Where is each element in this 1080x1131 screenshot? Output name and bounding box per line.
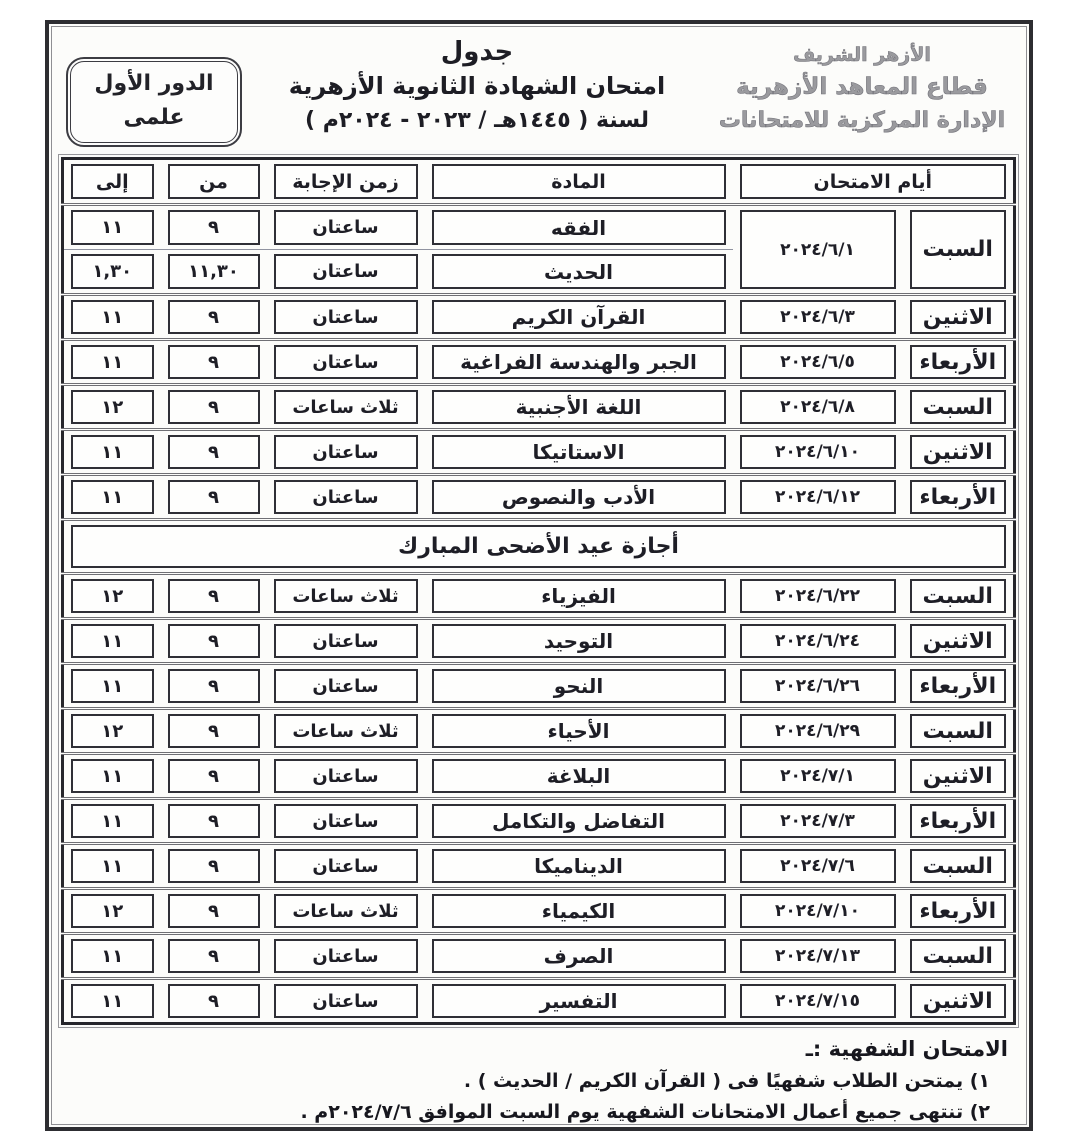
stage-track-label: علمى	[123, 105, 185, 131]
exam-date: ٢٠٢٤/٧/٣	[740, 804, 896, 838]
table-cell	[733, 385, 903, 430]
table-cell	[267, 430, 425, 475]
exam-subject: الفقه	[432, 210, 726, 245]
answer-duration: ثلاث ساعات	[274, 390, 418, 424]
table-cell	[267, 889, 425, 934]
exam-day: الأربعاء	[910, 804, 1007, 838]
table-cell	[733, 295, 903, 340]
title-word: جدول	[440, 37, 514, 67]
table-cell	[903, 385, 1015, 430]
table-cell	[425, 475, 733, 520]
table-cell	[63, 844, 161, 889]
table-cell	[425, 385, 733, 430]
table-cell	[267, 754, 425, 799]
table-row	[63, 619, 1015, 664]
table-cell	[161, 664, 267, 709]
table-cell	[63, 799, 161, 844]
exam-subject: اللغة الأجنبية	[432, 390, 726, 424]
table-cell	[161, 159, 267, 205]
exam-subject: الأحياء	[432, 714, 726, 748]
org-administration: الإدارة المركزية للامتحانات	[718, 108, 1006, 133]
exam-day: السبت	[910, 849, 1007, 883]
table-cell	[425, 159, 733, 205]
oral-exam-note-2: ٢) تنتهى جميع أعمال الامتحانات الشفهية يوم السبت الموافق ٢٠٢٤/٧/٦م .	[300, 1101, 990, 1123]
answer-duration: ساعتان	[274, 939, 418, 973]
document-inner-frame	[51, 26, 1027, 1125]
table-row	[63, 709, 1015, 754]
table-cell	[733, 664, 903, 709]
exam-subject: الديناميكا	[432, 849, 726, 883]
exam-date: ٢٠٢٤/٦/٣	[740, 300, 896, 334]
table-cell	[267, 250, 425, 295]
start-time: ٩	[168, 300, 260, 334]
answer-duration: ساعتان	[274, 669, 418, 703]
exam-date: ٢٠٢٤/٦/٢٩	[740, 714, 896, 748]
header-to: إلى	[71, 164, 154, 199]
table-cell	[425, 709, 733, 754]
end-time: ١١	[71, 804, 154, 838]
exam-subject: التفسير	[432, 984, 726, 1018]
exam-subject: الأدب والنصوص	[432, 480, 726, 514]
exam-date: ٢٠٢٤/٦/٨	[740, 390, 896, 424]
table-cell	[63, 385, 161, 430]
exam-date: ٢٠٢٤/٦/٢٦	[740, 669, 896, 703]
stage-stamp-box	[66, 57, 242, 147]
answer-duration: ساعتان	[274, 435, 418, 469]
table-cell	[733, 889, 903, 934]
exam-date: ٢٠٢٤/٧/١	[740, 759, 896, 793]
document-title	[242, 35, 712, 133]
table-cell	[161, 340, 267, 385]
table-cell	[63, 520, 1015, 574]
answer-duration: ساعتان	[274, 345, 418, 379]
exam-subject: البلاغة	[432, 759, 726, 793]
table-row	[63, 979, 1015, 1024]
table-row	[63, 295, 1015, 340]
end-time: ١١	[71, 984, 154, 1018]
end-time: ١١	[71, 480, 154, 514]
table-cell	[903, 799, 1015, 844]
exam-date: ٢٠٢٤/٦/١	[740, 210, 896, 289]
exam-subject: الحديث	[432, 254, 726, 289]
table-cell	[267, 709, 425, 754]
table-cell	[267, 844, 425, 889]
table-cell	[161, 250, 267, 295]
exam-date: ٢٠٢٤/٦/٢٢	[740, 579, 896, 613]
start-time: ٩	[168, 894, 260, 928]
table-cell	[63, 889, 161, 934]
end-time: ١٢	[71, 579, 154, 613]
exam-date: ٢٠٢٤/٦/١٠	[740, 435, 896, 469]
exam-date: ٢٠٢٤/٧/٦	[740, 849, 896, 883]
table-cell	[903, 709, 1015, 754]
exam-day: السبت	[910, 714, 1007, 748]
end-time: ١١	[71, 849, 154, 883]
end-time: ١١	[71, 759, 154, 793]
exam-date: ٢٠٢٤/٦/٢٤	[740, 624, 896, 658]
table-cell	[425, 754, 733, 799]
table-cell	[63, 340, 161, 385]
table-cell	[63, 430, 161, 475]
start-time: ٩	[168, 579, 260, 613]
answer-duration: ثلاث ساعات	[274, 714, 418, 748]
stage-stamp-inner	[70, 61, 238, 143]
table-row	[63, 205, 1015, 250]
document-header	[62, 35, 1016, 157]
table-cell	[425, 934, 733, 979]
org-name: الأزهر الشريف	[793, 44, 931, 66]
header-from: من	[168, 164, 260, 199]
start-time: ٩	[168, 435, 260, 469]
table-cell	[733, 475, 903, 520]
table-cell	[733, 205, 903, 295]
answer-duration: ثلاث ساعات	[274, 579, 418, 613]
table-cell	[63, 709, 161, 754]
table-cell	[63, 754, 161, 799]
table-cell	[903, 430, 1015, 475]
table-cell	[733, 754, 903, 799]
organization-letterhead	[712, 35, 1012, 137]
org-sector: قطاع المعاهد الأزهرية	[736, 73, 988, 100]
table-cell	[903, 619, 1015, 664]
exam-day: الأربعاء	[910, 345, 1007, 379]
table-cell	[267, 205, 425, 250]
table-cell	[733, 799, 903, 844]
table-cell	[267, 295, 425, 340]
table-cell	[161, 889, 267, 934]
oral-exam-heading: الامتحان الشفهية :ـ	[805, 1037, 1008, 1061]
table-cell	[161, 295, 267, 340]
table-cell	[425, 844, 733, 889]
answer-duration: ساعتان	[274, 624, 418, 658]
table-row	[63, 754, 1015, 799]
table-cell	[733, 619, 903, 664]
table-row	[63, 385, 1015, 430]
table-cell	[161, 385, 267, 430]
end-time: ١٢	[71, 894, 154, 928]
table-row	[63, 844, 1015, 889]
exam-day: الاثنين	[910, 624, 1007, 658]
table-cell	[161, 844, 267, 889]
answer-duration: ساعتان	[274, 300, 418, 334]
exam-schedule-table	[61, 157, 1016, 1025]
table-row	[63, 889, 1015, 934]
end-time: ١١	[71, 435, 154, 469]
table-cell	[63, 934, 161, 979]
table-cell	[267, 664, 425, 709]
table-cell	[425, 295, 733, 340]
exam-day: الاثنين	[910, 435, 1007, 469]
exam-date: ٢٠٢٤/٧/١٠	[740, 894, 896, 928]
exam-day: الأربعاء	[910, 894, 1007, 928]
exam-date: ٢٠٢٤/٧/١٥	[740, 984, 896, 1018]
table-cell	[267, 619, 425, 664]
table-cell	[425, 574, 733, 619]
start-time: ٩	[168, 939, 260, 973]
table-cell	[425, 205, 733, 250]
table-cell	[63, 205, 161, 250]
start-time: ٩	[168, 624, 260, 658]
table-cell	[161, 709, 267, 754]
exam-day: الأربعاء	[910, 480, 1007, 514]
oral-exam-note-1: ١) يمتحن الطلاب شفهيًا فى ( القرآن الكريم / الحديث ) .	[463, 1070, 990, 1092]
table-cell	[733, 430, 903, 475]
table-row	[63, 664, 1015, 709]
table-cell	[267, 799, 425, 844]
table-row	[63, 340, 1015, 385]
exam-subject: النحو	[432, 669, 726, 703]
end-time: ١٢	[71, 390, 154, 424]
table-cell	[903, 979, 1015, 1024]
start-time: ٩	[168, 390, 260, 424]
table-cell	[161, 619, 267, 664]
exam-subject: الكيمياء	[432, 894, 726, 928]
table-cell	[161, 934, 267, 979]
exam-day: السبت	[910, 579, 1007, 613]
answer-duration: ساعتان	[274, 210, 418, 245]
table-cell	[903, 934, 1015, 979]
exam-day: السبت	[910, 210, 1007, 289]
holiday-banner: أجازة عيد الأضحى المبارك	[71, 525, 1006, 568]
start-time: ٩	[168, 759, 260, 793]
exam-day: السبت	[910, 390, 1007, 424]
exam-day: الاثنين	[910, 300, 1007, 334]
table-header-row	[63, 159, 1015, 205]
table-cell	[161, 574, 267, 619]
table-cell	[903, 340, 1015, 385]
document-sheet	[45, 20, 1033, 1131]
oral-exam-notes	[62, 1025, 1016, 1123]
answer-duration: ساعتان	[274, 984, 418, 1018]
table-row	[63, 574, 1015, 619]
table-cell	[903, 295, 1015, 340]
end-time: ١١	[71, 210, 154, 245]
table-cell	[733, 844, 903, 889]
table-cell	[63, 295, 161, 340]
header-subject: المادة	[432, 164, 726, 199]
table-cell	[161, 799, 267, 844]
table-cell	[425, 619, 733, 664]
answer-duration: ساعتان	[274, 254, 418, 289]
exam-subject: الجبر والهندسة الفراغية	[432, 345, 726, 379]
end-time: ١,٣٠	[71, 254, 154, 289]
table-cell	[903, 664, 1015, 709]
table-cell	[63, 979, 161, 1024]
holiday-row	[63, 520, 1015, 574]
end-time: ١١	[71, 345, 154, 379]
answer-duration: ساعتان	[274, 804, 418, 838]
table-cell	[425, 430, 733, 475]
exam-day: الاثنين	[910, 984, 1007, 1018]
end-time: ١١	[71, 300, 154, 334]
table-cell	[63, 250, 161, 295]
start-time: ٩	[168, 669, 260, 703]
end-time: ١١	[71, 939, 154, 973]
exam-date: ٢٠٢٤/٦/١٢	[740, 480, 896, 514]
table-cell	[63, 475, 161, 520]
start-time: ٩	[168, 804, 260, 838]
answer-duration: ساعتان	[274, 759, 418, 793]
table-cell	[161, 754, 267, 799]
table-cell	[267, 979, 425, 1024]
exam-date: ٢٠٢٤/٧/١٣	[740, 939, 896, 973]
table-cell	[903, 475, 1015, 520]
start-time: ٩	[168, 714, 260, 748]
exam-subject: الاستاتيكا	[432, 435, 726, 469]
exam-subject: القرآن الكريم	[432, 300, 726, 334]
table-cell	[733, 340, 903, 385]
table-cell	[903, 844, 1015, 889]
table-row	[63, 430, 1015, 475]
table-cell	[733, 159, 1015, 205]
table-cell	[733, 979, 903, 1024]
table-cell	[733, 574, 903, 619]
title-exam-name: امتحان الشهادة الثانوية الأزهرية	[288, 72, 666, 100]
table-cell	[425, 340, 733, 385]
end-time: ١١	[71, 624, 154, 658]
table-row	[63, 475, 1015, 520]
header-duration: زمن الإجابة	[274, 164, 418, 199]
table-cell	[903, 574, 1015, 619]
table-cell	[425, 979, 733, 1024]
start-time: ٩	[168, 984, 260, 1018]
table-cell	[425, 889, 733, 934]
table-row	[63, 934, 1015, 979]
table-cell	[63, 664, 161, 709]
table-cell	[161, 205, 267, 250]
exam-subject: التفاضل والتكامل	[432, 804, 726, 838]
exam-date: ٢٠٢٤/٦/٥	[740, 345, 896, 379]
table-cell	[63, 159, 161, 205]
title-year: لسنة ( ١٤٤٥هـ / ٢٠٢٣ - ٢٠٢٤م )	[305, 108, 649, 133]
end-time: ١١	[71, 669, 154, 703]
table-cell	[63, 619, 161, 664]
table-cell	[733, 934, 903, 979]
table-cell	[425, 250, 733, 295]
table-cell	[903, 754, 1015, 799]
start-time: ٩	[168, 210, 260, 245]
answer-duration: ساعتان	[274, 480, 418, 514]
exam-day: الاثنين	[910, 759, 1007, 793]
table-cell	[267, 159, 425, 205]
start-time: ٩	[168, 849, 260, 883]
table-cell	[425, 664, 733, 709]
table-cell	[161, 430, 267, 475]
answer-duration: ساعتان	[274, 849, 418, 883]
table-cell	[267, 340, 425, 385]
table-cell	[267, 574, 425, 619]
header-exam-days: أيام الامتحان	[740, 164, 1007, 199]
table-cell	[733, 709, 903, 754]
table-cell	[903, 889, 1015, 934]
table-cell	[63, 574, 161, 619]
start-time: ٩	[168, 345, 260, 379]
exam-day: الأربعاء	[910, 669, 1007, 703]
stage-round-label: الدور الأول	[94, 71, 214, 96]
table-cell	[425, 799, 733, 844]
table-cell	[267, 475, 425, 520]
table-cell	[267, 934, 425, 979]
start-time: ١١,٣٠	[168, 254, 260, 289]
exam-day: السبت	[910, 939, 1007, 973]
exam-subject: الفيزياء	[432, 579, 726, 613]
exam-subject: التوحيد	[432, 624, 726, 658]
start-time: ٩	[168, 480, 260, 514]
end-time: ١٢	[71, 714, 154, 748]
answer-duration: ثلاث ساعات	[274, 894, 418, 928]
table-row	[63, 799, 1015, 844]
table-cell	[903, 205, 1015, 295]
exam-subject: الصرف	[432, 939, 726, 973]
table-cell	[161, 475, 267, 520]
table-cell	[161, 979, 267, 1024]
table-cell	[267, 385, 425, 430]
